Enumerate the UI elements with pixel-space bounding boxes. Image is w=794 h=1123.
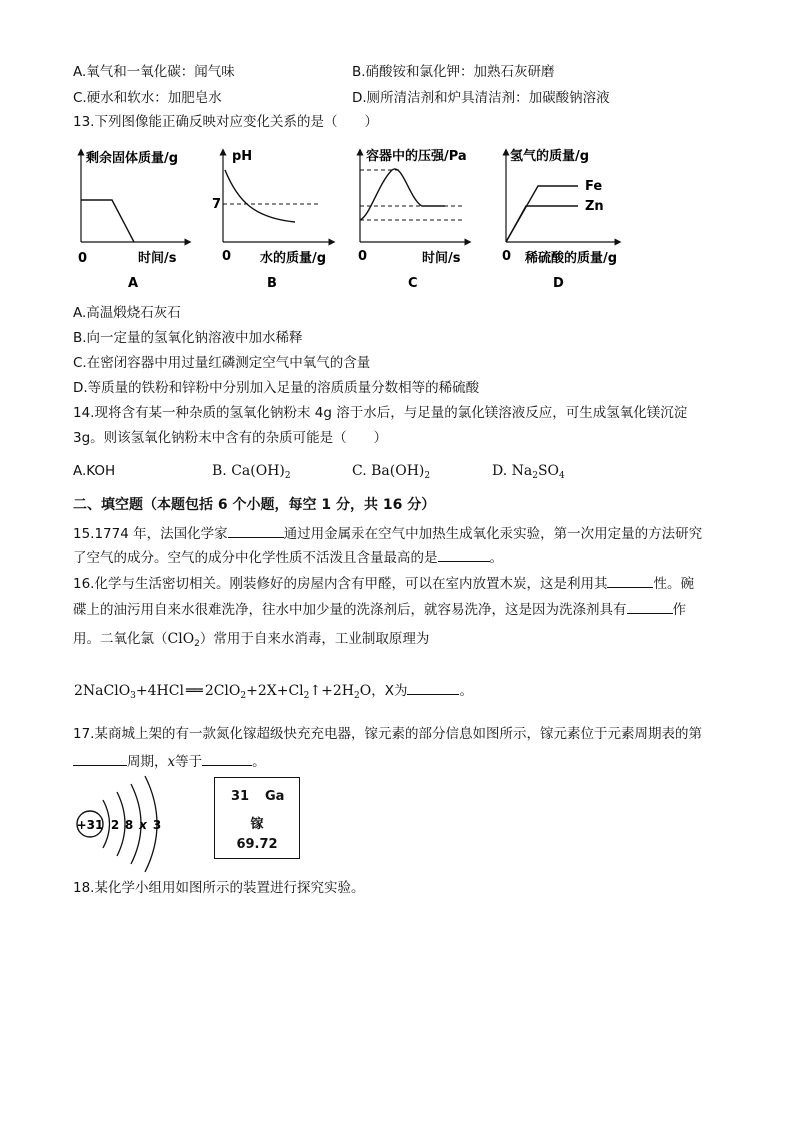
q17-blank-2[interactable] xyxy=(202,753,252,766)
q17-line1: 17.某商城上架的有一款氮化镓超级快充充电器，镓元素的部分信息如图所示，镓元素位于元素周期表的第 xyxy=(73,726,702,742)
element-symbol: Ga xyxy=(265,789,285,804)
q16-blank-3[interactable] xyxy=(407,682,459,695)
q15-blank-2[interactable] xyxy=(438,549,490,562)
shell-4-count: 3 xyxy=(152,818,162,832)
q16-line3: 用。二氧化氯（ClO$_2$）常用于自来水消毒，工业制取原理为 xyxy=(73,631,430,649)
q13-option-b: B.向一定量的氢氧化钠溶液中加水稀释 xyxy=(73,330,303,346)
graph-d-zn-label: Zn xyxy=(585,199,604,214)
shell-3-count: x xyxy=(139,818,147,832)
element-tile-gallium xyxy=(214,777,300,859)
q16-line2: 碟上的油污用自来水很难洗净，往水中加少量的洗涤剂后，就容易洗净，这是因为洗涤剂具有 作 xyxy=(73,602,686,618)
q16-equation: 2NaClO$_3$+4HCl ══ $2ClO_2+2X+Cl_2↑+2H_2O$，X为 。 xyxy=(74,683,473,701)
graph-d-origin: 0 xyxy=(502,249,512,264)
q16-line1: 16.化学与生活密切相关。刚装修好的房屋内含有甲醛，可以在室内放置木炭，这是利用其 性。碗 xyxy=(73,576,694,592)
graph-b-origin: 0 xyxy=(222,249,232,264)
q17-blank-1[interactable] xyxy=(73,753,127,766)
q17-line2: 周期，x等于 。 xyxy=(73,753,266,770)
graph-c-curve xyxy=(360,169,445,220)
section2-heading: 二、填空题（本题包括 6 个小题，每空 1 分，共 16 分） xyxy=(73,497,436,513)
q13-graphs xyxy=(70,140,650,290)
shell-2-count: 8 xyxy=(124,818,134,832)
graph-d-fe-label: Fe xyxy=(585,179,603,194)
q14-option-b: B. $Ca(OH)_2$ xyxy=(212,463,291,481)
q18-stem: 18.某化学小组用如图所示的装置进行探究实验。 xyxy=(73,880,365,896)
q13-stem: 13.下列图像能正确反映对应变化关系的是（ ） xyxy=(73,114,378,130)
element-atomic-number: 31 xyxy=(231,789,250,804)
q16-blank-1[interactable] xyxy=(607,575,653,588)
atom-structure-diagram xyxy=(70,772,185,884)
q14-line2: 3g。则该氢氧化钠粉末中含有的杂质可能是（ ） xyxy=(73,430,388,446)
graph-b-ylabel: pH xyxy=(232,149,253,164)
graph-d-label: D xyxy=(553,276,564,290)
q14-option-a: A.KOH xyxy=(73,463,116,479)
graph-d-fe-line xyxy=(506,186,578,242)
q13-option-c: C.在密闭容器中用过量红磷测定空气中氧气的含量 xyxy=(73,355,371,371)
graph-c-label: C xyxy=(408,276,418,290)
graph-a-curve xyxy=(81,200,134,242)
graph-b-ref-label: 7 xyxy=(212,197,222,212)
q12-option-c: C.硬水和软水：加肥皂水 xyxy=(73,90,222,106)
q12-option-d: D.厕所清洁剂和炉具清洁剂：加碳酸钠溶液 xyxy=(352,90,610,106)
q13-option-a: A.高温煅烧石灰石 xyxy=(73,305,181,321)
graph-b xyxy=(212,149,332,290)
graph-b-label: B xyxy=(267,276,277,290)
q16-blank-2[interactable] xyxy=(627,601,673,614)
nucleus-charge: +31 xyxy=(76,818,104,832)
q14-option-c: C. $Ba(OH)_2$ xyxy=(352,463,431,481)
shell-1-count: 2 xyxy=(110,818,120,832)
graph-a-origin: 0 xyxy=(78,251,88,266)
q14-option-d: D. $Na_2SO_4$ xyxy=(492,463,565,481)
q12-option-a: A.氧气和一氧化碳：闻气味 xyxy=(73,64,235,80)
graph-c-xlabel: 时间/s xyxy=(422,251,461,266)
graph-a-xlabel: 时间/s xyxy=(138,251,177,266)
graph-d-xlabel: 稀硫酸的质量/g xyxy=(525,251,618,266)
graph-b-curve xyxy=(225,170,295,222)
shell-1-arc xyxy=(103,800,110,848)
q13-option-d: D.等质量的铁粉和锌粉中分别加入足量的溶质质量分数相等的稀硫酸 xyxy=(73,380,480,396)
graph-d-ylabel: 氢气的质量/g xyxy=(510,149,590,164)
graph-d-zn-line xyxy=(506,206,578,242)
q15-line2: 了空气的成分。空气的成分中化学性质不活泼且含量最高的是 。 xyxy=(73,550,503,566)
q15-blank-1[interactable] xyxy=(228,525,284,538)
graph-a-label: A xyxy=(128,276,139,290)
element-atomic-mass: 69.72 xyxy=(236,837,278,852)
graph-c-ylabel: 容器中的压强/Pa xyxy=(366,149,467,164)
graph-c-origin: 0 xyxy=(358,249,368,264)
graph-d xyxy=(502,148,618,290)
q15-line1: 15.1774 年，法国化学家 通过用金属汞在空气中加热生成氧化汞实验，第一次用定量的方法研究 xyxy=(73,526,703,542)
graph-a xyxy=(78,150,188,290)
q14-line1: 14.现将含有某一种杂质的氢氧化钠粉末 4g 溶于水后，与足量的氯化镁溶液反应，可生成氢氧化镁沉淀 xyxy=(73,405,688,421)
graph-a-ylabel: 剩余固体质量/g xyxy=(86,151,179,166)
graph-b-xlabel: 水的质量/g xyxy=(260,251,327,266)
graph-c xyxy=(358,148,468,290)
element-name: 镓 xyxy=(250,817,264,832)
q12-option-b: B.硝酸铵和氯化钾：加熟石灰研磨 xyxy=(352,64,555,80)
